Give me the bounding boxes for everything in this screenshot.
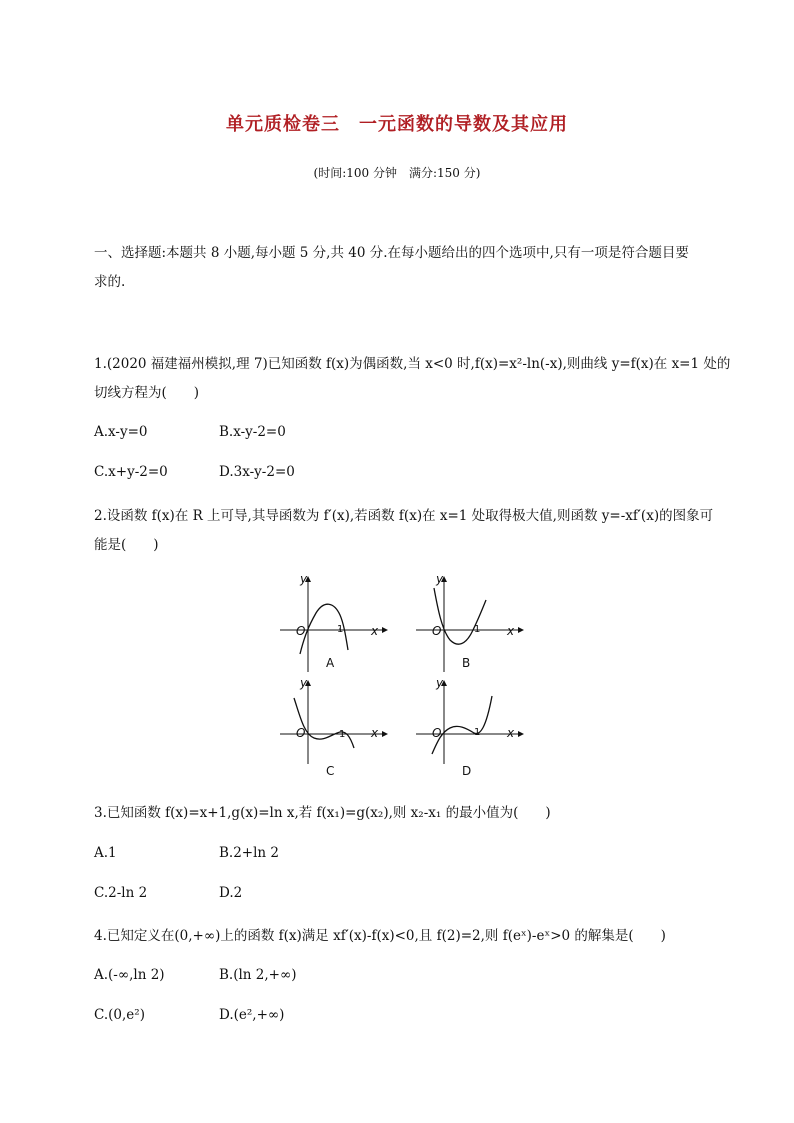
q4-option-a: A.(-∞,ln 2) [94, 967, 165, 983]
graph-c-y-label: y [300, 676, 308, 690]
q3-option-b: B.2+ln 2 [219, 845, 280, 861]
q2-stem-line1: 2.设函数 f(x)在 R 上可导,其导函数为 f′(x),若函数 f(x)在 x=1 处取得极大值,则函数 y=-xf′(x)的图象可 [94, 508, 714, 524]
graph-a-y-label: y [300, 572, 308, 586]
graph-b-origin: O [432, 624, 442, 638]
graph-b-label: B [462, 656, 471, 670]
q2-stem-line2: 能是( ) [94, 537, 159, 553]
q3-option-a: A.1 [94, 845, 117, 861]
q3-stem-line1: 3.已知函数 f(x)=x+1,g(x)=ln x,若 f(x₁)=g(x₂),则 x₂-x₁ 的最小值为( ) [94, 805, 551, 821]
graph-b-y-label: y [436, 572, 444, 586]
graph-b-x-label: x [507, 624, 515, 638]
graph-d-origin: O [432, 726, 442, 740]
graph-c-tick: 1 [339, 729, 346, 740]
graph-a-x-label: x [371, 624, 379, 638]
section-heading-line2: 求的. [94, 274, 126, 290]
q3-option-d: D.2 [219, 885, 243, 901]
q4-stem-line1: 4.已知定义在(0,+∞)上的函数 f(x)满足 xf′(x)-f(x)<0,且 f(2)=2,则 f(eˣ)-eˣ>0 的解集是( ) [94, 928, 666, 944]
graph-c-origin: O [296, 726, 306, 740]
graph-c-x-label: x [371, 726, 379, 740]
graph-a-origin: O [296, 624, 306, 638]
graph-c-label: C [326, 764, 335, 778]
graph-d-label: D [462, 764, 472, 778]
q1-option-a: A.x-y=0 [94, 424, 148, 440]
q1-option-d: D.3x-y-2=0 [219, 464, 295, 480]
page-title: 单元质检卷三 一元函数的导数及其应用 [226, 114, 568, 135]
graph-a-label: A [326, 656, 335, 670]
graph-d-x-label: x [507, 726, 515, 740]
graph-a-tick: 1 [337, 624, 344, 635]
q4-option-c: C.(0,e²) [94, 1007, 145, 1023]
graph-b-tick: 1 [474, 624, 481, 635]
graph-d-y-label: y [436, 676, 444, 690]
exam-info: (时间:100 分钟 满分:150 分) [313, 166, 481, 180]
q4-option-d: D.(e²,+∞) [219, 1007, 285, 1023]
q4-option-b: B.(ln 2,+∞) [219, 967, 297, 983]
q1-stem-line1: 1.(2020 福建福州模拟,理 7)已知函数 f(x)为偶函数,当 x<0 时,f(x)=x²-ln(-x),则曲线 y=f(x)在 x=1 处的 [94, 356, 731, 372]
section-heading-line1: 一、选择题:本题共 8 小题,每小题 5 分,共 40 分.在每小题给出的四个选项中,只有一项是符合题目要 [94, 245, 689, 261]
q1-option-b: B.x-y-2=0 [219, 424, 286, 440]
q1-option-c: C.x+y-2=0 [94, 464, 168, 480]
graph-d-tick: 1 [474, 727, 481, 738]
q3-option-c: C.2-ln 2 [94, 885, 148, 901]
q1-stem-line2: 切线方程为( ) [94, 385, 200, 401]
